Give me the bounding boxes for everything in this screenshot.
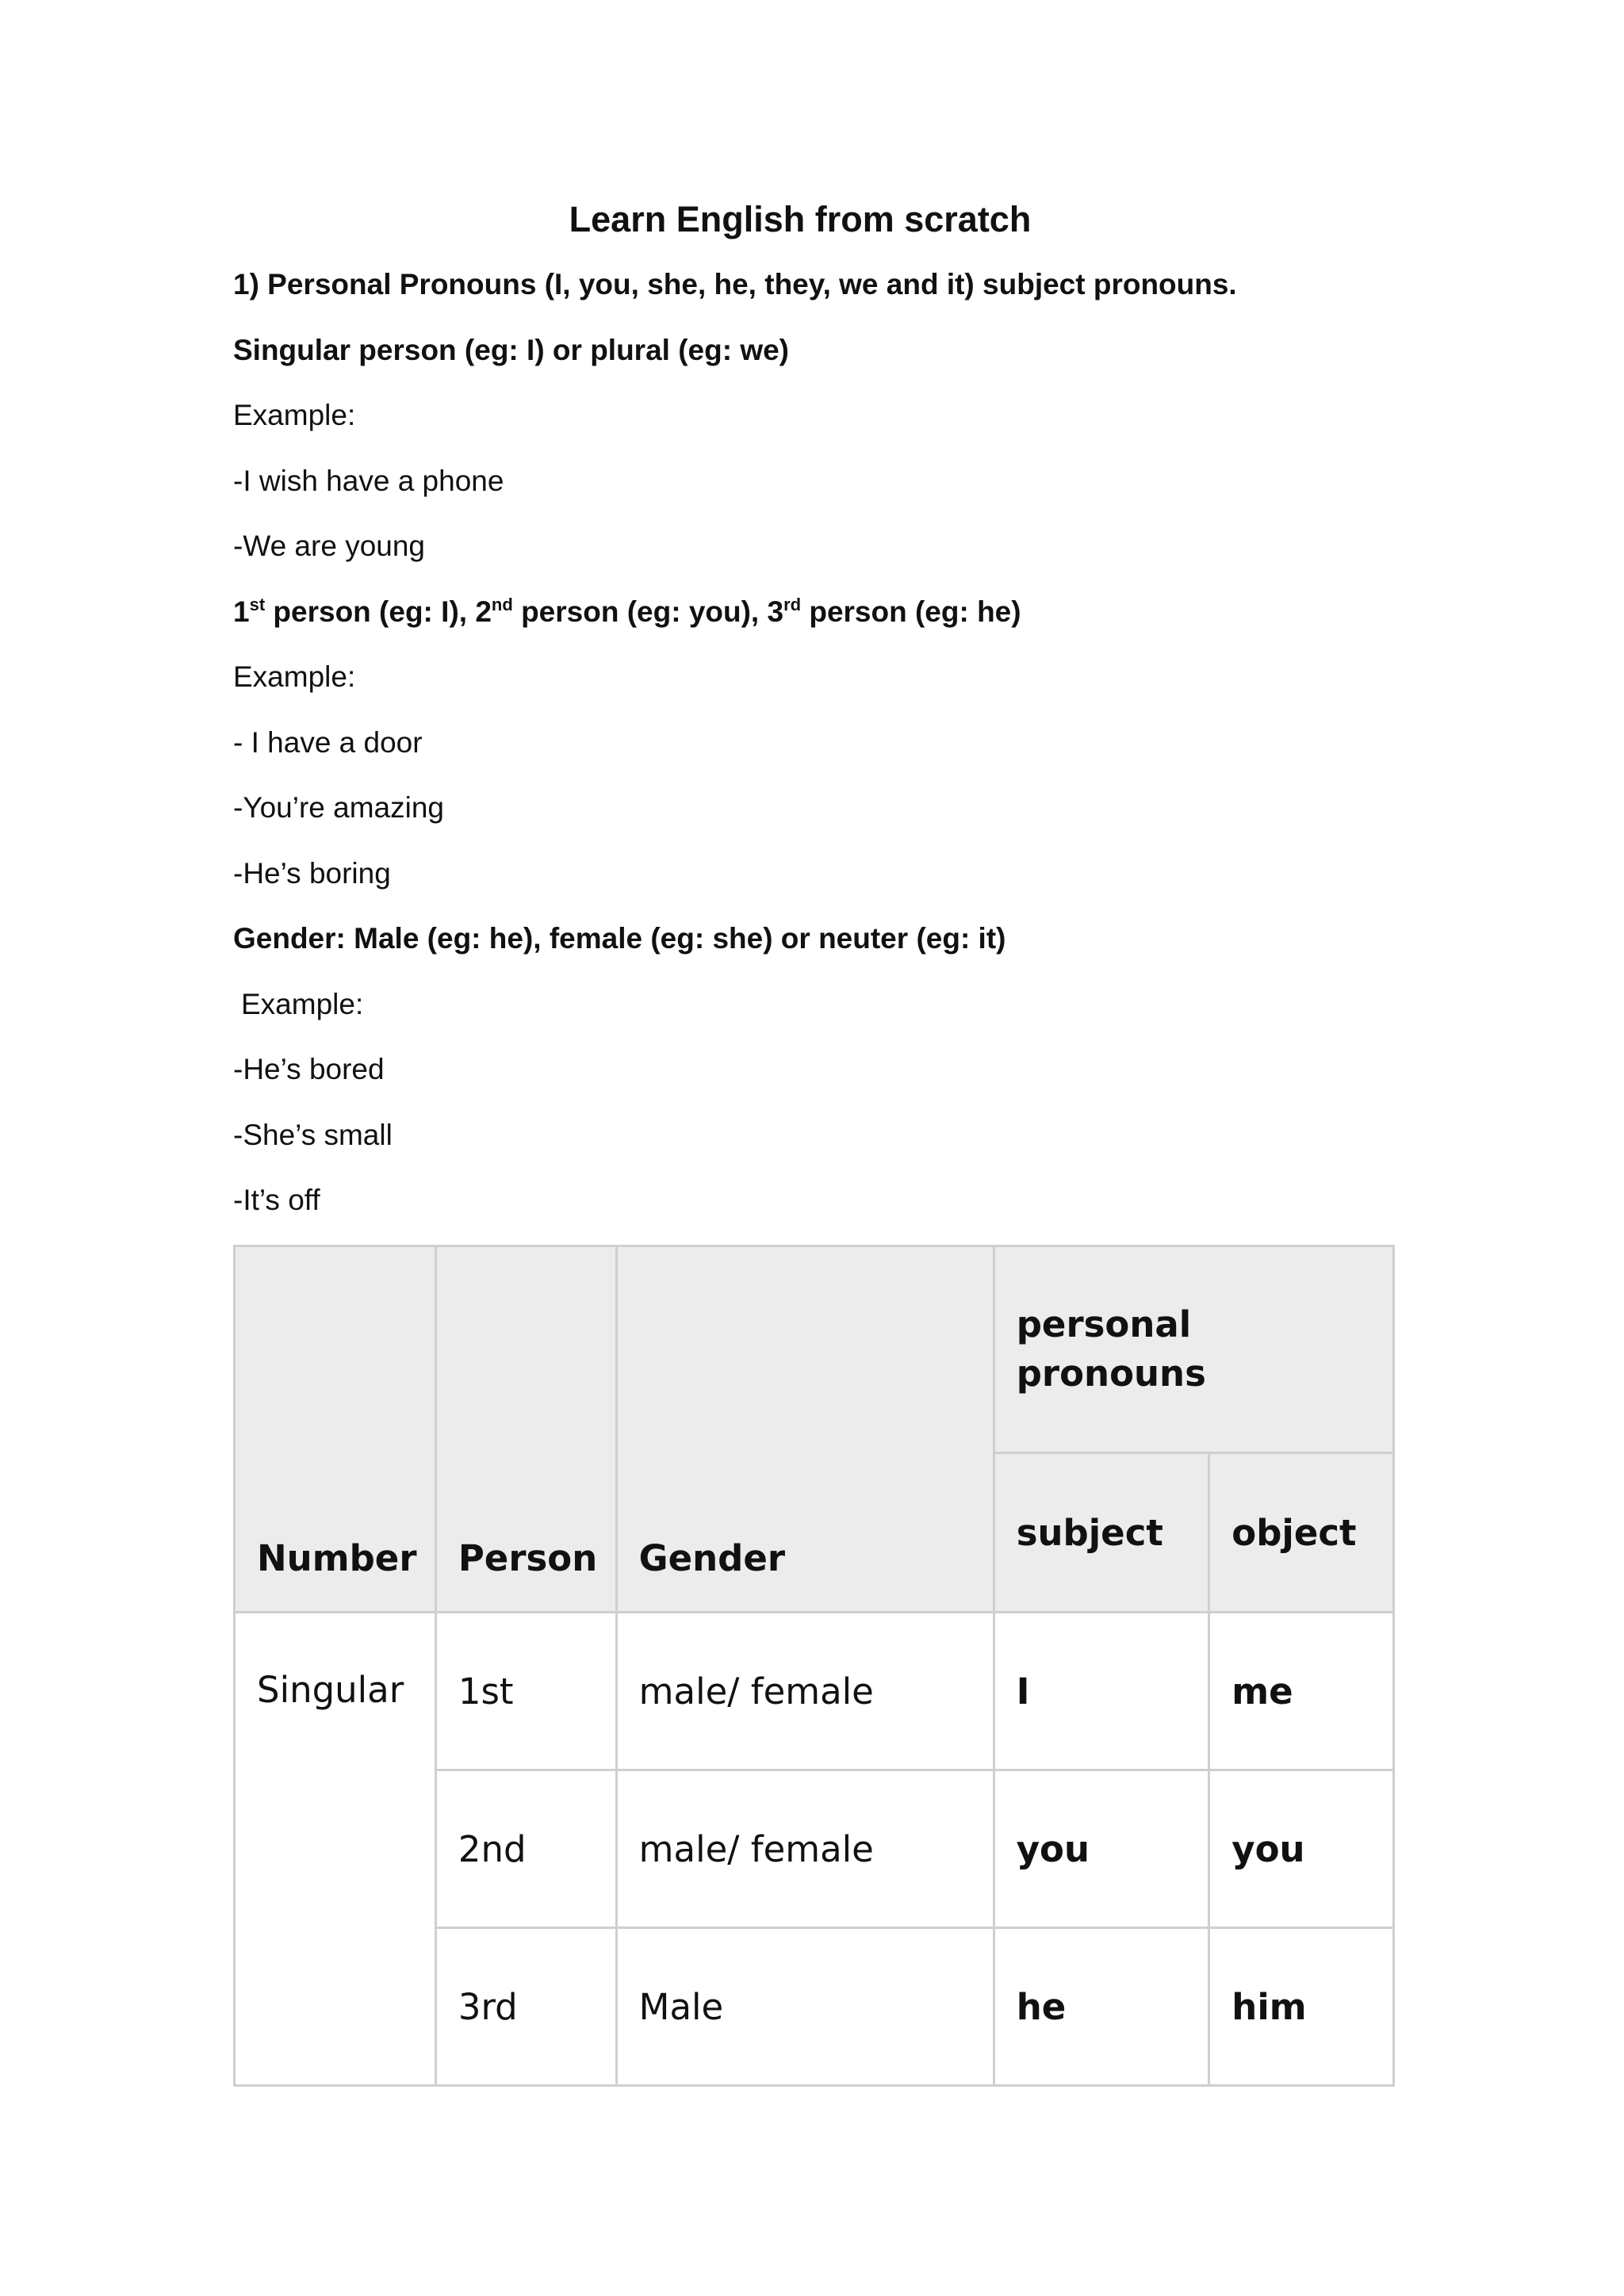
- cell-object: me: [1209, 1613, 1394, 1770]
- example-line: - I have a door: [233, 725, 423, 759]
- example-line: -He’s bored: [233, 1053, 385, 1085]
- group-header-label: personal pronouns: [1016, 1303, 1206, 1395]
- cell-object: him: [1209, 1928, 1394, 2086]
- table-header-row: [235, 1246, 1394, 1453]
- cell-gender: Male: [616, 1928, 994, 2086]
- pronoun-table: [233, 1245, 1395, 2087]
- example-label: Example:: [233, 399, 356, 431]
- header-person: Person: [435, 1246, 616, 1613]
- header-gender: Gender: [616, 1246, 994, 1613]
- cell-number: Singular: [235, 1613, 436, 2086]
- superscript: rd: [783, 594, 802, 614]
- header-personal-pronouns: [994, 1246, 1393, 1453]
- example-line: -She’s small: [233, 1118, 393, 1151]
- example-line: -He’s boring: [233, 856, 391, 890]
- person-rule: [233, 580, 1399, 645]
- cell-person: 2nd: [435, 1770, 616, 1928]
- gender-rule: Gender: Male (eg: he), female (eg: she) or neuter (eg: it): [233, 922, 1006, 955]
- cell-subject: he: [994, 1928, 1209, 2086]
- document-body: [233, 187, 1399, 1234]
- cell-subject: you: [994, 1770, 1209, 1928]
- header-number: Number: [235, 1246, 436, 1613]
- cell-person: 1st: [435, 1613, 616, 1770]
- person-rule-text: person (eg: he): [801, 595, 1021, 628]
- number-rule: Singular person (eg: I) or plural (eg: we): [233, 333, 789, 366]
- person-rule-text: 1: [233, 595, 250, 628]
- person-rule-text: person (eg: I), 2: [265, 595, 492, 628]
- superscript: st: [249, 594, 266, 614]
- example-line: -You’re amazing: [233, 791, 445, 824]
- example-line: -It’s off: [233, 1184, 320, 1216]
- cell-object: you: [1209, 1770, 1394, 1928]
- example-label: Example:: [241, 987, 364, 1020]
- example-label: Example:: [233, 660, 356, 693]
- example-line: -We are young: [233, 530, 425, 562]
- cell-gender: male/ female: [616, 1613, 994, 1770]
- superscript: nd: [491, 594, 513, 614]
- header-object: object: [1209, 1453, 1394, 1613]
- page-title: Learn English from scratch: [569, 199, 1032, 239]
- person-rule-text: person (eg: you), 3: [512, 595, 784, 628]
- cell-subject: I: [994, 1613, 1209, 1770]
- cell-person: 3rd: [435, 1928, 616, 2086]
- table-row: [235, 1613, 1394, 1770]
- section-heading: 1) Personal Pronouns (I, you, she, he, they, we and it) subject pronouns.: [233, 268, 1237, 300]
- cell-gender: male/ female: [616, 1770, 994, 1928]
- header-subject: subject: [994, 1453, 1209, 1613]
- example-line: -I wish have a phone: [233, 464, 504, 497]
